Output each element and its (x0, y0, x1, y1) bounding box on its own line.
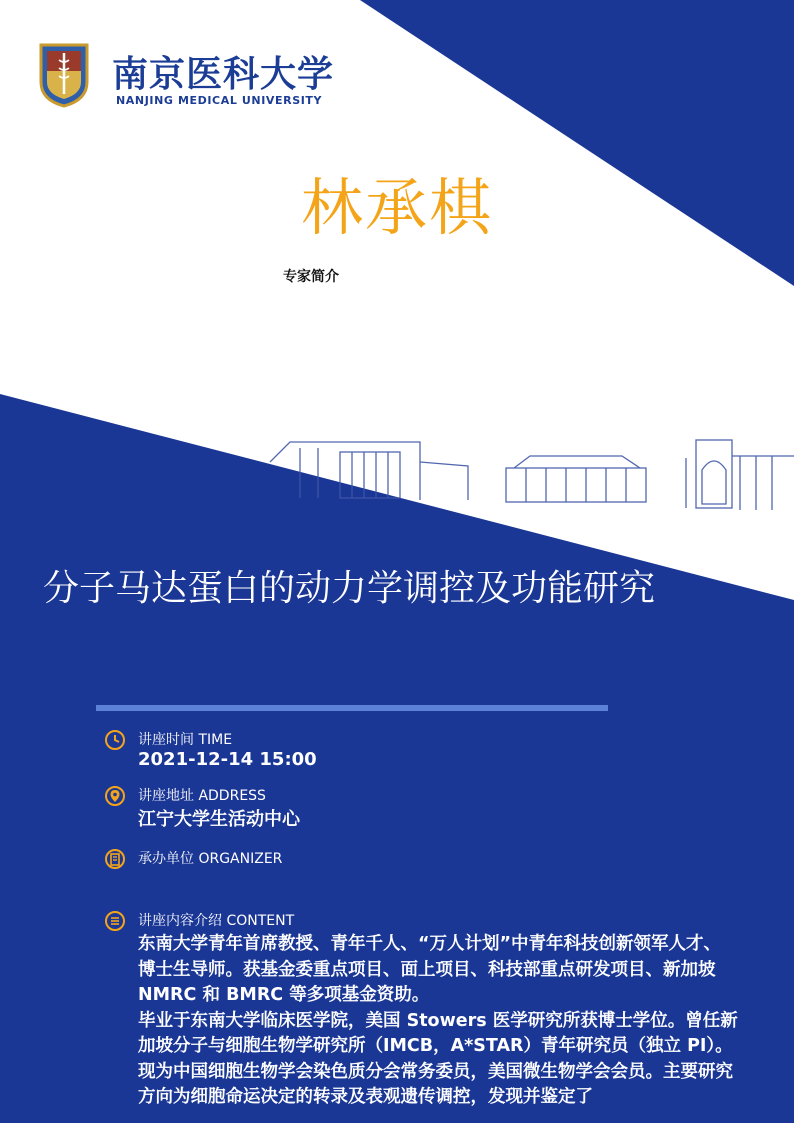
lecture-title: 分子马达蛋白的动力学调控及功能研究 (42, 568, 655, 609)
building-icon (104, 848, 126, 870)
organizer-label: 承办单位 ORGANIZER (138, 851, 283, 867)
university-name-chinese: 南京医科大学 (112, 53, 335, 95)
content-paragraph-1: 东南大学青年首席教授、青年千人、“万人计划”中青年科技创新领军人才、博士生导师。获基金委重点项目、面上项目、科技部重点研发项目、新加坡 NMRC 和 BMRC 等多项基金资助。 (138, 934, 722, 1005)
content-paragraph-2: 毕业于东南大学临床医学院，美国 Stowers 医学研究所获博士学位。曾任新加坡分子与细胞生物学研究所（IMCB，A*STAR）青年研究员（独立 PI）。现为中国细胞生物学会染色质分会常务委员，美国微生物学会会员。主要研究方向为细胞命运决定的转录及表观遗传调控，发现并鉴定了 (138, 1010, 738, 1107)
university-logo (38, 42, 335, 112)
university-name-english: NANJING MEDICAL UNIVERSITY (116, 94, 323, 107)
speaker-name: 林承棋 (300, 171, 493, 244)
clock-icon (104, 729, 126, 751)
expert-bio-heading: 专家简介 (283, 269, 339, 285)
time-value: 2021-12-14 15:00 (138, 749, 317, 770)
address-value: 江宁大学生活动中心 (138, 809, 300, 830)
university-crest-icon (38, 42, 90, 108)
address-label: 讲座地址 ADDRESS (138, 788, 266, 804)
location-pin-icon (104, 785, 126, 807)
title-divider (96, 705, 608, 711)
time-label: 讲座时间 TIME (138, 732, 233, 748)
content-label: 讲座内容介绍 CONTENT (138, 913, 295, 929)
content-description (138, 932, 738, 1111)
list-icon (104, 910, 126, 932)
